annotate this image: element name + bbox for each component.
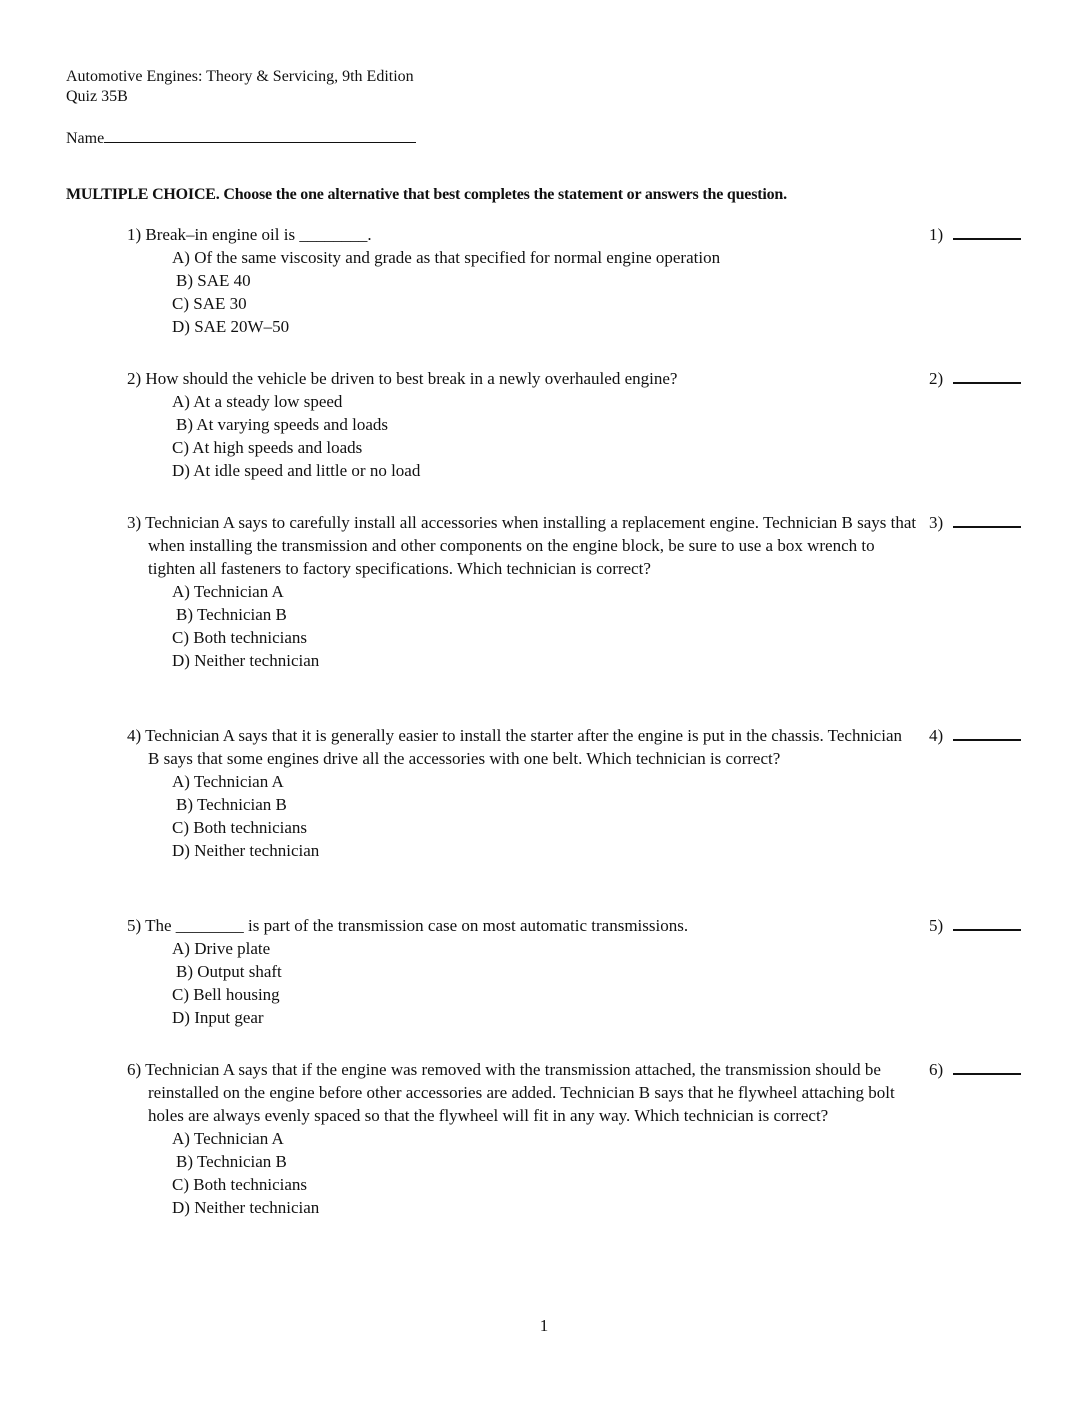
option-b: B) Output shaft <box>176 962 282 981</box>
answer-slot-5 <box>929 914 1021 937</box>
answer-slot-4 <box>929 724 1021 747</box>
question-stem: 3) Technician A says to carefully install all accessories when installing a replacement engine. Technician B says that when installing the transmission and other components on the engine block, be sure to use a box wrench to tighten all fasteners to factory specifications. Which technician is correct? <box>127 513 917 578</box>
answer-blank[interactable] <box>953 512 1021 528</box>
option-a: A) Drive plate <box>172 939 271 958</box>
answer-number: 4) <box>929 726 944 745</box>
option-b: B) SAE 40 <box>176 271 251 290</box>
option-c: C) Bell housing <box>172 985 280 1004</box>
name-label: Name <box>66 130 105 147</box>
option-b: B) Technician B <box>176 795 287 814</box>
answer-slot-2 <box>929 367 1021 390</box>
option-c: C) SAE 30 <box>172 294 247 313</box>
answer-number: 6) <box>929 1060 944 1079</box>
question-5 <box>127 914 917 1029</box>
answer-blank[interactable] <box>953 915 1021 931</box>
option-d: D) At idle speed and little or no load <box>172 461 421 480</box>
option-d: D) Input gear <box>172 1008 264 1027</box>
name-field[interactable] <box>66 126 416 149</box>
question-stem: 4) Technician A says that it is generally easier to install the starter after the engine is put in the chassis. Technician B says that some engines drive all the accessories with one belt. Which technician is correct? <box>127 726 902 768</box>
option-b: B) At varying speeds and loads <box>176 415 388 434</box>
option-d: D) Neither technician <box>172 841 320 860</box>
question-6 <box>127 1058 917 1219</box>
instructions: MULTIPLE CHOICE. Choose the one alternative that best completes the statement or answers the question. <box>66 186 787 203</box>
option-c: C) Both technicians <box>172 818 308 837</box>
option-c: C) Both technicians <box>172 628 308 647</box>
option-a: A) Technician A <box>172 1129 284 1148</box>
option-d: D) Neither technician <box>172 1198 320 1217</box>
option-a: A) At a steady low speed <box>172 392 343 411</box>
option-c: C) At high speeds and loads <box>172 438 363 457</box>
option-b: B) Technician B <box>176 1152 287 1171</box>
name-blank-line[interactable] <box>104 126 416 143</box>
question-4 <box>127 724 917 862</box>
answer-slot-3 <box>929 511 1021 534</box>
book-title: Automotive Engines: Theory & Servicing, 9th Edition <box>66 68 414 85</box>
question-stem: 5) The ________ is part of the transmission case on most automatic transmissions. <box>127 916 689 935</box>
question-3 <box>127 511 917 672</box>
option-a: A) Of the same viscosity and grade as that specified for normal engine operation <box>172 248 721 267</box>
question-2 <box>127 367 917 482</box>
answer-blank[interactable] <box>953 368 1021 384</box>
answer-number: 5) <box>929 916 944 935</box>
answer-slot-1 <box>929 223 1021 246</box>
option-d: D) SAE 20W–50 <box>172 317 290 336</box>
page-number: 1 <box>539 1316 549 1335</box>
option-a: A) Technician A <box>172 772 284 791</box>
answer-slot-6 <box>929 1058 1021 1081</box>
document-header <box>66 67 414 107</box>
option-d: D) Neither technician <box>172 651 320 670</box>
question-1 <box>127 223 917 338</box>
answer-number: 3) <box>929 513 944 532</box>
question-stem: 1) Break–in engine oil is ________. <box>127 225 372 244</box>
answer-number: 1) <box>929 225 944 244</box>
question-stem: 2) How should the vehicle be driven to best break in a newly overhauled engine? <box>127 369 678 388</box>
answer-blank[interactable] <box>953 1059 1021 1075</box>
question-stem: 6) Technician A says that if the engine was removed with the transmission attached, the transmission should be reinstalled on the engine before other accessories are added. Technician B says that he flywheel attaching bolt holes are always evenly spaced so that the flywheel will fit in any way. Which technician is correct? <box>127 1060 895 1125</box>
quiz-title: Quiz 35B <box>66 88 128 105</box>
option-b: B) Technician B <box>176 605 287 624</box>
option-c: C) Both technicians <box>172 1175 308 1194</box>
answer-blank[interactable] <box>953 725 1021 741</box>
answer-number: 2) <box>929 369 944 388</box>
answer-blank[interactable] <box>953 224 1021 240</box>
option-a: A) Technician A <box>172 582 284 601</box>
